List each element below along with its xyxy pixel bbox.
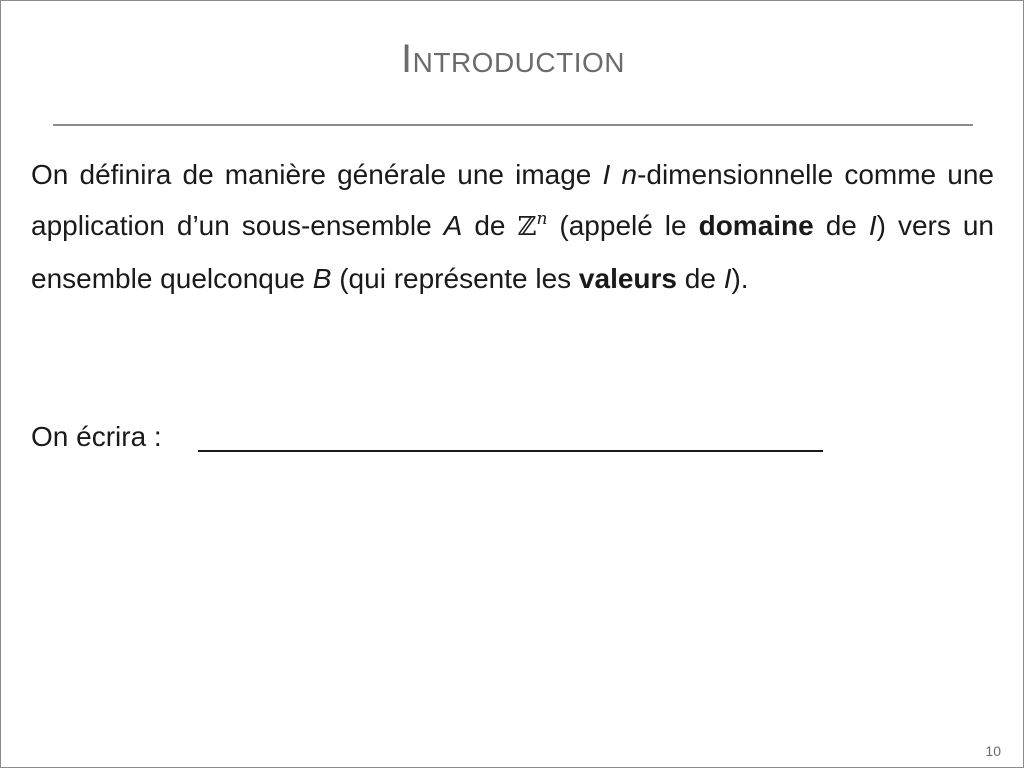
text-segment: de [462,210,518,241]
text-segment: de [813,210,869,241]
values-term: valeurs [578,263,677,294]
text-segment: ) vers un ensemble quelconque [31,210,994,294]
image-symbol: I [868,210,877,241]
domain-term: domaine [698,210,814,241]
text-segment: (appelé le [547,210,699,241]
slide-title: Introduction [401,37,625,81]
text-segment: (qui représente les [331,263,579,294]
text-segment [610,159,621,190]
dimension-symbol: n [621,159,638,190]
page-number: 10 [985,743,1001,759]
definition-paragraph [31,149,994,304]
integer-set-letter: ℤ [517,212,537,242]
text-segment: de [677,263,724,294]
text-segment: -dimensionnelle comme une application d’un sous-ensemble [31,159,994,241]
notation-label: On écrira : [31,421,162,452]
integer-set-exponent: n [536,209,548,229]
fill-in-blank [198,420,823,452]
subset-symbol: A [443,210,463,241]
title-divider [53,124,973,126]
image-symbol: I [723,263,732,294]
text-segment: ). [731,263,749,294]
target-symbol: B [312,263,332,294]
notation-line [31,417,931,457]
text-segment: On définira de manière générale une image [31,159,603,190]
image-symbol: I [602,159,611,190]
integer-set-symbol [517,209,548,242]
